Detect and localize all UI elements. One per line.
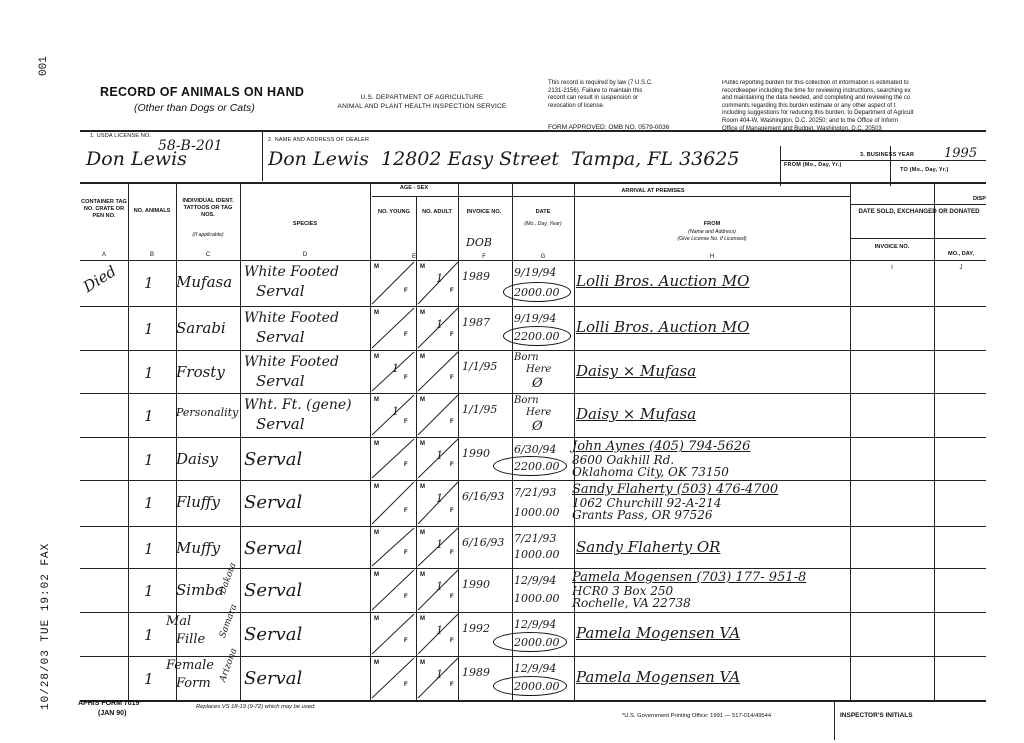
adult-count: 1 (436, 272, 443, 285)
fax-stamp: 10/28/03 TUE 19:02 FAX (40, 542, 52, 710)
col-letter: A (101, 252, 106, 258)
animal-count: 1 (144, 494, 154, 512)
animal-alt-name: Arizona (218, 647, 240, 684)
invoice-number: 1/1/95 (462, 360, 498, 373)
invoice-number: 1990 (462, 447, 490, 460)
invoice-number: 1989 (462, 666, 490, 679)
printing-office: *U.S. Government Printing Office: 1991 — 517-014/49544 (622, 713, 772, 719)
seller-address: HCR0 3 Box 250 (572, 584, 674, 598)
species-line-2: Serval (256, 415, 305, 433)
age-sex-diagonals (370, 437, 458, 480)
to-date-label: TO (Mo., Day, Yr.) (900, 167, 949, 173)
animal-name: Frosty (176, 363, 225, 381)
male-label: M (374, 484, 379, 490)
male-label: M (420, 484, 425, 490)
animal-name-2: Form (176, 676, 211, 691)
animal-name: Mufasa (176, 273, 233, 291)
form-approved: FORM APPROVED: OMB NO. 0579-0036 (548, 124, 670, 131)
species: Serval (244, 449, 303, 470)
agency-line-2: ANIMAL AND PLANT HEALTH INSPECTION SERVICE (337, 103, 507, 110)
invoice-number: 1990 (462, 578, 490, 591)
row-rule (80, 656, 986, 657)
col-letter: C (205, 252, 211, 258)
col-d-header: SPECIES (292, 221, 318, 227)
disp-rule (850, 204, 986, 205)
col-h-subheader: (Name and Address) (688, 229, 736, 235)
license-value: 58-B-201 (158, 138, 223, 154)
dealer-label: 2. NAME AND ADDRESS OF DEALER (268, 137, 370, 143)
female-label: F (404, 508, 408, 514)
invoice-number: 6/16/93 (462, 490, 505, 503)
col-a-header: CONTAINER TAG NO. CRATE OR PEN NO. (81, 199, 127, 219)
col-letter: H (709, 254, 715, 260)
species-line-2: Serval (256, 372, 305, 390)
sold-rule (850, 238, 986, 239)
price: 1000.00 (514, 548, 560, 561)
footer-rule (80, 700, 986, 702)
female-label: F (404, 419, 408, 425)
female-label: F (404, 682, 408, 688)
col-c-subheader: (If applicable) (192, 232, 224, 238)
price: 2200.00 (514, 460, 560, 473)
price-circle (493, 456, 567, 476)
male-label: M (374, 264, 379, 270)
adult-count: 1 (436, 580, 443, 593)
female-label: F (450, 508, 454, 514)
row-rule (80, 350, 986, 351)
seller-name: Sandy Flaherty (503) 476-4700 (572, 482, 779, 497)
male-label: M (420, 397, 425, 403)
disposition-header: DISP (972, 196, 986, 202)
male-label: M (420, 616, 425, 622)
species-line-2: Serval (256, 328, 305, 346)
arrival-date: 12/9/94 (514, 618, 557, 631)
species-line-1: White Footed (244, 264, 339, 280)
female-label: F (450, 419, 454, 425)
species-line-1: White Footed (244, 310, 339, 326)
col-b-header: NO. ANIMALS (133, 208, 171, 214)
species-line-2: Serval (256, 282, 305, 300)
col-letter: B (149, 252, 154, 258)
row-rule (80, 568, 986, 569)
arrival-header: ARRIVAL AT PREMISES (621, 188, 685, 194)
age-sex-diagonals (370, 350, 458, 393)
notice-line: record can result in suspension or (548, 95, 639, 101)
seller-name: Pamela Mogensen VA (576, 624, 741, 642)
arrival-date: 6/30/94 (514, 443, 557, 456)
age-sex-diagonals (370, 612, 458, 656)
row-rule (80, 306, 986, 307)
business-year-value: 1995 (944, 146, 978, 161)
price: 1000.00 (514, 592, 560, 605)
seller-name: Daisy × Mufasa (576, 362, 697, 380)
adult-count: 1 (436, 668, 443, 681)
seller-name: Lolli Bros. Auction MO (576, 318, 750, 336)
female-label: F (450, 594, 454, 600)
female-label: F (404, 375, 408, 381)
row-rule (80, 480, 986, 481)
seller-name: John Aynes (405) 794-5626 (572, 439, 751, 454)
price: Ø (532, 376, 543, 391)
arrival-date: Born (514, 395, 539, 406)
male-label: M (374, 441, 379, 447)
age-sex-diagonals (370, 480, 458, 526)
price-circle (493, 676, 567, 696)
seller-name: Pamela Mogensen (703) 177- 951-8 (572, 570, 807, 585)
col-letter: E (411, 254, 416, 260)
animal-count: 1 (144, 670, 154, 688)
col-letter: G (540, 254, 546, 260)
male-label: M (374, 572, 379, 578)
row-rule (80, 612, 986, 613)
price-circle (503, 326, 571, 346)
form-number: APHIS FORM 7019 (78, 700, 140, 707)
arrival-date: Born (514, 352, 539, 363)
age-sex-diagonals (370, 656, 458, 700)
col-letter: J (959, 265, 963, 271)
arrival-date: 12/9/94 (514, 574, 557, 587)
male-label: M (374, 397, 379, 403)
invoice-number: 1992 (462, 622, 490, 635)
dealer-value: Don Lewis 12802 Easy Street Tampa, FL 33625 (268, 148, 740, 170)
col-f-dob: DOB (466, 236, 492, 249)
male-label: M (420, 660, 425, 666)
col-j-header: MO., DAY, (948, 251, 974, 257)
col-h-header: FROM (703, 221, 721, 227)
seller-city: Oklahoma City, OK 73150 (572, 465, 729, 479)
seller-city: Rochelle, VA 22738 (572, 596, 691, 610)
arrival-date: 9/19/94 (514, 266, 557, 279)
adult-count: 1 (436, 538, 443, 551)
age-sex-diagonals (370, 526, 458, 568)
age-sex-diagonals (370, 568, 458, 612)
agesex-rule (372, 196, 458, 197)
animal-name: Muffy (176, 539, 221, 557)
seller-name: Sandy Flaherty OR (576, 538, 721, 556)
female-label: F (450, 332, 454, 338)
animal-name: Female (166, 658, 214, 673)
male-label: M (420, 354, 425, 360)
col-f-header: INVOICE NO. (466, 209, 502, 215)
female-label: F (404, 288, 408, 294)
column-divider (850, 182, 851, 700)
male-label: M (374, 660, 379, 666)
row-rule (80, 393, 986, 394)
animal-count: 1 (144, 451, 154, 469)
col-g-header: DATE (535, 209, 551, 215)
license-label: 1. USDA LICENSE NO. (90, 133, 152, 139)
col-c-header: INDIVIDUAL IDENT. TATTOOS OR TAG NOS. (182, 198, 234, 218)
male-label: M (374, 530, 379, 536)
male-label: M (374, 310, 379, 316)
male-label: M (374, 354, 379, 360)
col-e-header: AGE - SEX (399, 185, 429, 191)
container-tag: Died (79, 262, 120, 296)
col-letter: F (482, 254, 486, 260)
col-i-header: INVOICE NO. (874, 244, 910, 250)
species: Serval (244, 580, 303, 601)
column-divider (128, 182, 129, 700)
burden-line: and maintaining the data needed, and completing and reviewing the co (722, 95, 911, 102)
animal-name: Sarabi (176, 319, 226, 337)
form-date: (JAN 90) (98, 710, 127, 717)
col-letter: I (891, 265, 893, 271)
species-line-1: Wht. Ft. (gene) (244, 397, 352, 413)
price-circle (503, 282, 571, 302)
burden-line: including suggestions for reducing this burden, to Department of Agricult (722, 110, 914, 117)
female-label: F (450, 288, 454, 294)
animal-name: Fluffy (176, 493, 220, 511)
price: 1000.00 (514, 506, 560, 519)
adult-count: 1 (436, 492, 443, 505)
female-label: F (404, 550, 408, 556)
notice-line: This record is required by law (7 U.S.C. (548, 80, 653, 86)
animal-name: Simba (176, 581, 224, 599)
price: 2000.00 (514, 286, 560, 299)
notice-line: revocation of license. (548, 102, 605, 109)
female-label: F (404, 462, 408, 468)
page-number: 001 (38, 56, 50, 76)
column-divider (934, 182, 935, 700)
female-label: F (450, 682, 454, 688)
invoice-number: 1989 (462, 270, 490, 283)
replaces-note: Replaces VS 18-19 (9-72) which may be used. (196, 704, 316, 710)
arrival-date-2: Here (526, 364, 552, 375)
col-h-subheader-2: (Give License No. if Licensed) (677, 236, 747, 242)
seller-name: Lolli Bros. Auction MO (576, 272, 750, 290)
animal-count: 1 (144, 320, 154, 338)
invoice-number: 1987 (462, 316, 490, 329)
row-rule (80, 526, 986, 527)
male-label: M (420, 264, 425, 270)
form-subtitle: (Other than Dogs or Cats) (134, 102, 255, 114)
burden-line: Room 404-W, Washington, D.C. 20250; and to the Office of Inform (722, 117, 899, 124)
female-label: F (404, 638, 408, 644)
burden-line: Public reporting burden for this collection of information is estimated to (722, 80, 909, 86)
arrival-date: 7/21/93 (514, 486, 557, 499)
burden-line: recordkeeper including the time for reviewing instructions, searching ex (722, 87, 911, 94)
business-year-label: 3. BUSINESS YEAR (860, 152, 915, 158)
invoice-number: 6/16/93 (462, 536, 505, 549)
male-label: M (420, 530, 425, 536)
burden-line: Office of Management and Budget, Washington, D.C. 20503 (722, 125, 882, 132)
animal-alt-name: Dakota (218, 561, 239, 596)
sold-header: DATE SOLD, EXCHANGED OR DONATED (858, 208, 980, 215)
price: 2000.00 (514, 636, 560, 649)
female-label: F (450, 462, 454, 468)
young-count: 1 (392, 405, 399, 418)
female-label: F (404, 332, 408, 338)
animal-count: 1 (144, 582, 154, 600)
adult-count: 1 (436, 624, 443, 637)
male-label: M (420, 572, 425, 578)
inspector-initials: INSPECTOR'S INITIALS (840, 712, 913, 719)
price: Ø (532, 419, 543, 434)
divider (834, 700, 835, 740)
price-circle (493, 632, 567, 652)
seller-address: 1062 Churchill 92-A-214 (572, 496, 722, 510)
notice-line: 2131-2156). Failure to maintain this (548, 87, 643, 94)
col-e-young: NO. YOUNG (378, 209, 410, 215)
seller-address: 8600 Oakhill Rd. (572, 453, 675, 467)
arrival-date-2: Here (526, 407, 552, 418)
animal-count: 1 (144, 540, 154, 558)
col-g-subheader: (Mo., Day, Year) (524, 221, 562, 227)
seller-name: Daisy × Mufasa (576, 405, 697, 423)
animal-name: Mal (166, 614, 192, 629)
animal-alt-name: Samara (218, 603, 240, 640)
seller-city: Grants Pass, OR 97526 (572, 508, 713, 522)
species-line-1: White Footed (244, 354, 339, 370)
species: Serval (244, 668, 303, 689)
age-sex-diagonals (370, 393, 458, 437)
animal-count: 1 (144, 626, 154, 644)
price: 2200.00 (514, 330, 560, 343)
from-date-label: FROM (Mo., Day, Yr.) (784, 162, 842, 168)
agency-line-1: U.S. DEPARTMENT OF AGRICULTURE (360, 94, 484, 101)
form-title: RECORD OF ANIMALS ON HAND (100, 85, 305, 99)
species: Serval (244, 624, 303, 645)
animal-name-2: Fille (176, 632, 206, 647)
col-e-adult: NO. ADULT (422, 209, 452, 215)
young-count: 1 (392, 362, 399, 375)
age-sex-diagonals (370, 306, 458, 350)
animal-count: 1 (144, 364, 154, 382)
burden-line: comments regarding this burden estimate or any other aspect of t (722, 102, 896, 109)
male-label: M (420, 310, 425, 316)
animal-name: Daisy (176, 450, 218, 468)
animal-count: 1 (144, 274, 154, 292)
male-label: M (374, 616, 379, 622)
animal-name: Personality (176, 406, 239, 419)
license-name: Don Lewis (86, 148, 187, 170)
adult-count: 1 (436, 318, 443, 331)
female-label: F (450, 550, 454, 556)
animal-count: 1 (144, 407, 154, 425)
arrival-date: 9/19/94 (514, 312, 557, 325)
row-rule (80, 437, 986, 438)
arrival-date: 12/9/94 (514, 662, 557, 675)
female-label: F (450, 638, 454, 644)
adult-count: 1 (436, 449, 443, 462)
female-label: F (450, 375, 454, 381)
seller-name: Pamela Mogensen VA (576, 668, 741, 686)
invoice-number: 1/1/95 (462, 403, 498, 416)
price: 2000.00 (514, 680, 560, 693)
age-sex-diagonals (370, 260, 458, 306)
arrival-rule (458, 196, 850, 197)
female-label: F (404, 594, 408, 600)
col-letter: D (302, 252, 308, 258)
male-label: M (420, 441, 425, 447)
arrival-date: 7/21/93 (514, 532, 557, 545)
column-divider (240, 182, 241, 700)
species: Serval (244, 538, 303, 559)
species: Serval (244, 492, 303, 513)
